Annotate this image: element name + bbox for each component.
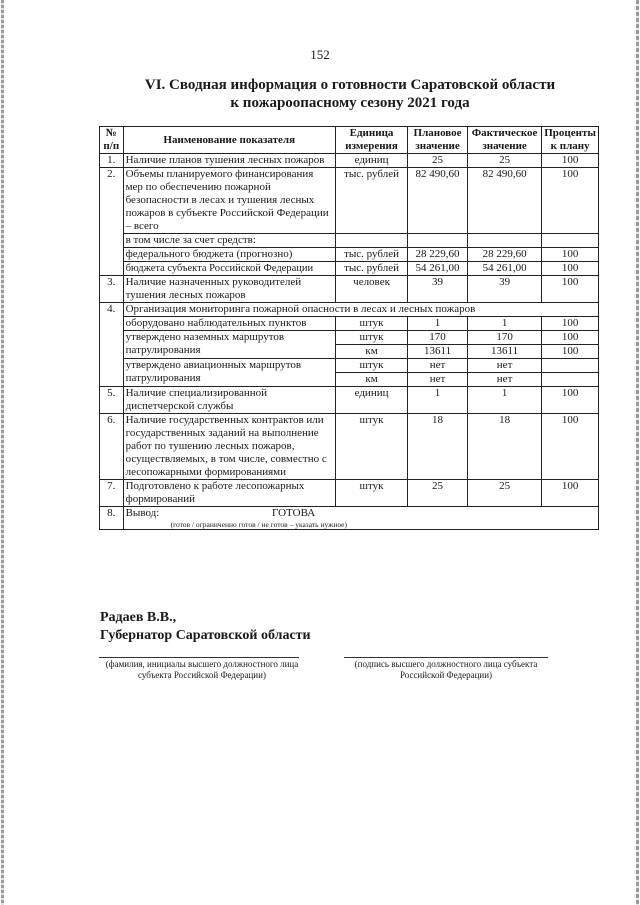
caption-right: (подпись высшего должностного лица субъекта Российской Федерации) [354, 659, 538, 680]
header-fact: Фактическое значение [467, 127, 541, 154]
cell-unit: штук [335, 317, 407, 331]
signatory-position: Губернатор Саратовской области [100, 628, 311, 643]
cell-plan: 28 229,60 [408, 248, 468, 262]
header-num: № п/п [100, 127, 124, 154]
cell-fact: 18 [467, 414, 541, 480]
cell-plan: 18 [408, 414, 468, 480]
cell-num: 6. [100, 414, 124, 480]
cell-fact: нет [467, 359, 541, 373]
cell-name: Подготовлено к работе лесопожарных формирований [123, 480, 335, 507]
cell-num: 1. [100, 154, 124, 168]
cell-name: Объемы планируемого финансирования мер по обеспечению пожарной безопасности в лесах и тушения лесных пожаров в субъекте Российской Федерации – всего [123, 168, 335, 234]
cell-fact: 1 [467, 387, 541, 414]
conclusion-cell [123, 507, 598, 530]
cell-unit: тыс. рублей [335, 248, 407, 262]
cell-pct: 100 [542, 387, 599, 414]
cell-unit: штук [335, 359, 407, 373]
table-row [100, 168, 599, 234]
cell-pct: 100 [542, 331, 599, 345]
scan-edge-right [636, 0, 639, 905]
table-row [100, 414, 599, 480]
cell-name: утверждено наземных маршрутов патрулирования [123, 331, 335, 359]
header-unit: Единица измерения [335, 127, 407, 154]
cell-pct: 100 [542, 276, 599, 303]
document-title [80, 76, 620, 112]
cell-num: 2. [100, 168, 124, 276]
conclusion-label: Вывод: [125, 507, 160, 519]
cell-unit: штук [335, 480, 407, 507]
cell-pct: 100 [542, 248, 599, 262]
cell-pct: 100 [542, 414, 599, 480]
cell-plan: 82 490,60 [408, 168, 468, 234]
cell-plan: 39 [408, 276, 468, 303]
table-row [100, 317, 599, 331]
scan-edge-left [1, 0, 4, 905]
caption-left: (фамилия, инициалы высшего должностного лица субъекта Российской Федерации) [105, 659, 299, 680]
cell-num: 3. [100, 276, 124, 303]
readiness-table [99, 126, 599, 530]
title-line-1: VI. Сводная информация о готовности Саратовской области [144, 77, 556, 93]
cell-unit: км [335, 373, 407, 387]
header-name: Наименование показателя [123, 127, 335, 154]
cell-pct: 100 [542, 154, 599, 168]
signature-line-right [344, 657, 548, 658]
cell-name: Наличие государственных контрактов или государственных заданий на выполнение работ по тушению лесных пожаров, осуществляемых, в том числе, совместно с лесопожарными формированиями [123, 414, 335, 480]
cell-fact: 25 [467, 480, 541, 507]
table-row [100, 276, 599, 303]
table-row [100, 303, 599, 317]
cell-pct: 100 [542, 480, 599, 507]
cell-plan: 1 [408, 387, 468, 414]
signature-line-left [99, 657, 299, 658]
cell-fact: 170 [467, 331, 541, 345]
table-row [100, 248, 599, 262]
cell-fact: нет [467, 373, 541, 387]
cell-unit: тыс. рублей [335, 262, 407, 276]
cell-name: Наличие специализированной диспетчерской службы [123, 387, 335, 414]
signatory-block [100, 609, 311, 645]
cell-plan: 1 [408, 317, 468, 331]
cell-unit: тыс. рублей [335, 168, 407, 234]
cell-pct: 100 [542, 317, 599, 331]
cell-name: в том числе за счет средств: [123, 234, 335, 248]
cell-plan: 25 [408, 480, 468, 507]
signatory-name: Радаев В.В., [100, 610, 177, 625]
cell-plan: нет [408, 373, 468, 387]
cell-name: Наличие планов тушения лесных пожаров [123, 154, 335, 168]
page-number: 152 [310, 47, 330, 62]
table-row [100, 387, 599, 414]
cell-unit: человек [335, 276, 407, 303]
cell-fact: 1 [467, 317, 541, 331]
cell-name: Организация мониторинга пожарной опасности в лесах и лесных пожаров [123, 303, 598, 317]
cell-plan: 54 261,00 [408, 262, 468, 276]
table-row [100, 331, 599, 345]
header-plan: Плановое значение [408, 127, 468, 154]
cell-fact: 39 [467, 276, 541, 303]
cell-unit: км [335, 345, 407, 359]
table-row [100, 480, 599, 507]
conclusion-value: ГОТОВА [272, 507, 316, 519]
table-row [100, 262, 599, 276]
cell-name: бюджета субъекта Российской Федерации [123, 262, 335, 276]
cell-name: утверждено авиационных маршрутов патрулирования [123, 359, 335, 387]
header-pct: Проценты к плану [542, 127, 599, 154]
cell-pct: 100 [542, 345, 599, 359]
cell-unit: единиц [335, 387, 407, 414]
table-row [100, 359, 599, 373]
cell-plan: нет [408, 359, 468, 373]
cell-unit: единиц [335, 154, 407, 168]
cell-unit: штук [335, 414, 407, 480]
cell-num: 5. [100, 387, 124, 414]
cell-fact: 13611 [467, 345, 541, 359]
cell-plan: 170 [408, 331, 468, 345]
cell-fact: 54 261,00 [467, 262, 541, 276]
cell-num: 8. [100, 507, 124, 530]
title-line-2: к пожароопасному сезону 2021 года [230, 95, 470, 111]
conclusion-hint: (готов / ограниченно готов / не готов – указать нужное) [170, 520, 348, 529]
cell-fact: 28 229,60 [467, 248, 541, 262]
table-row [100, 507, 599, 530]
cell-num: 7. [100, 480, 124, 507]
cell-name: оборудовано наблюдательных пунктов [123, 317, 335, 331]
table-row [100, 234, 599, 248]
cell-plan: 13611 [408, 345, 468, 359]
cell-name: Наличие назначенных руководителей тушения лесных пожаров [123, 276, 335, 303]
cell-name: федерального бюджета (прогнозно) [123, 248, 335, 262]
cell-plan: 25 [408, 154, 468, 168]
cell-fact: 82 490,60 [467, 168, 541, 234]
cell-num: 4. [100, 303, 124, 387]
cell-pct: 100 [542, 262, 599, 276]
table-header-row [100, 127, 599, 154]
cell-fact: 25 [467, 154, 541, 168]
cell-pct: 100 [542, 168, 599, 234]
table-row [100, 154, 599, 168]
cell-unit: штук [335, 331, 407, 345]
